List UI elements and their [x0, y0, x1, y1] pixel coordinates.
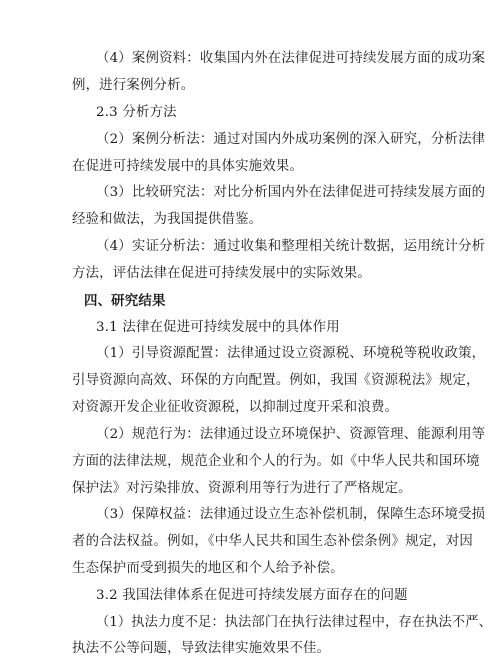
- text-line: （4）案例资料：收集国内外在法律促进可持续发展方面的成功案: [96, 51, 486, 66]
- section-heading: 3.2 我国法律体系在促进可持续发展方面存在的问题: [96, 588, 408, 603]
- text-line: 对资源开发企业征收资源税，以抑制过度开采和浪费。: [72, 400, 399, 415]
- text-line: 执法不公等问题，导致法律实施效果不佳。: [72, 641, 331, 656]
- text-line: 方法，评估法律在促进可持续发展中的实际效果。: [72, 266, 371, 281]
- text-line: （2）案例分析法：通过对国内外成功案例的深入研究，分析法律: [96, 132, 486, 147]
- text-line: （3）比较研究法：对比分析国内外在法律促进可持续发展方面的: [96, 185, 486, 200]
- text-line: 引导资源向高效、环保的方向配置。例如，我国《资源税法》规定，: [72, 373, 480, 388]
- text-line: 生态保护而受到损失的地区和个人给予补偿。: [72, 561, 344, 576]
- section-heading: 2.3 分析方法: [96, 105, 177, 120]
- chapter-heading: 四、研究结果: [84, 293, 166, 309]
- text-line: （1）执法力度不足：执法部门在执行法律过程中，存在执法不严、: [96, 615, 493, 630]
- text-line: （4）实证分析法：通过收集和整理相关统计数据，运用统计分析: [96, 239, 486, 254]
- text-line: （1）引导资源配置：法律通过设立资源税、环境税等税收政策，: [96, 346, 486, 361]
- text-line: 在促进可持续发展中的具体实施效果。: [72, 159, 304, 174]
- text-line: 经验和做法，为我国提供借鉴。: [72, 212, 263, 227]
- text-line: 者的合法权益。例如，《中华人民共和国生态补偿条例》规定，对因: [72, 534, 474, 549]
- text-line: 保护法》对污染排放、资源利用等行为进行了严格规定。: [72, 481, 412, 496]
- text-line: 例，进行案例分析。: [72, 78, 195, 93]
- text-line: （3）保障权益：法律通过设立生态补偿机制，保障生态环境受损: [96, 507, 486, 522]
- text-line: （2）规范行为：法律通过设立环境保护、资源管理、能源利用等: [96, 427, 486, 442]
- text-line: 方面的法律法规，规范企业和个人的行为。如《中华人民共和国环境: [72, 454, 480, 469]
- section-heading: 3.1 法律在促进可持续发展中的具体作用: [96, 320, 340, 335]
